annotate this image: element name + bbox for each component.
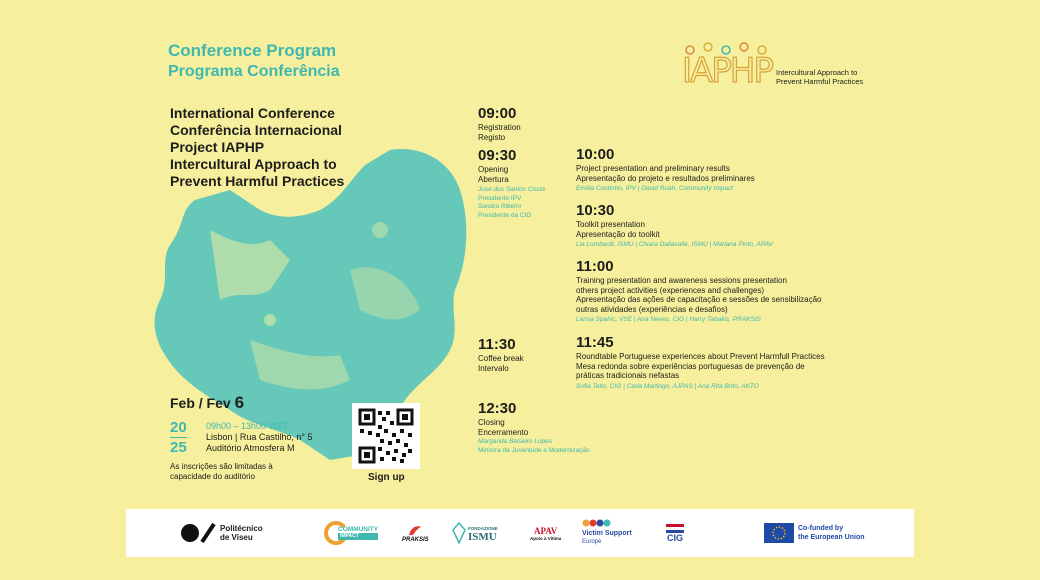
session-pt: Intervalo: [478, 363, 509, 373]
community-sub: IMPACT: [338, 533, 378, 540]
qr-code-icon: [352, 403, 420, 469]
apav-sub: Apoio à Vítima: [530, 535, 562, 541]
time-label: 10:30: [576, 202, 615, 219]
signup-link[interactable]: Sign up: [368, 472, 405, 483]
session-pt: práticas tradicionais nefastas: [576, 371, 680, 380]
registration-note: [170, 462, 273, 482]
date-day: 6: [234, 393, 245, 412]
conference-line-5: Prevent Harmful Practices: [170, 173, 345, 189]
eu-line-1: Co-funded by: [798, 525, 844, 532]
cig-text: CIG: [666, 532, 683, 543]
ismu-emblem-icon: [452, 522, 466, 544]
schedule-1100: [576, 258, 822, 325]
time-label: 11:30: [478, 336, 516, 353]
session-pt: Apresentação do toolkit: [576, 229, 660, 239]
session-en: others project activities (experiences and challenges): [576, 285, 765, 295]
schedule-1000: [576, 146, 755, 194]
praksis-text: PRAKSIS: [402, 537, 429, 543]
ismu-text: ISMU: [468, 531, 497, 543]
iaphp-logo: [680, 42, 880, 90]
partner-logos-bar: [126, 509, 914, 557]
community-text: COMMUNITY: [338, 526, 379, 533]
eu-line-2: the European Union: [798, 534, 865, 541]
schedule-1030: [576, 202, 773, 250]
iaphp-letters: IAPHP: [682, 51, 772, 91]
year-bottom: 25: [170, 439, 187, 456]
conference-title-block: [170, 105, 344, 190]
title-portuguese: Programa Conferência: [168, 63, 340, 80]
signup-qr-code[interactable]: [352, 403, 420, 469]
session-en: Registration: [478, 123, 521, 132]
session-en: Training presentation and awareness sessions presentation: [576, 276, 787, 285]
time-label: 11:00: [576, 258, 614, 275]
conference-line-2: Conferência Internacional: [170, 122, 342, 138]
schedule-1130: [478, 336, 524, 373]
praksis-logo: [402, 517, 429, 549]
speaker-name: José dos Santos Costa: [478, 186, 545, 193]
ismu-small-text: FONDAZIONE: [468, 526, 498, 531]
time-label: 09:00: [478, 105, 517, 122]
session-en: Closing: [478, 418, 505, 427]
community-impact-logo: [324, 517, 378, 549]
event-date: [170, 393, 244, 413]
vse-line-1: Victim Support: [582, 530, 632, 537]
speaker-names: Sofia Tello, CIG | Carla Martingo, AJPAS | Ana Rita Brito, AKTO: [576, 382, 759, 390]
session-pt: Mesa redonda sobre experiências portuguesas de prevenção de: [576, 361, 805, 371]
praksis-hand-icon: [407, 523, 423, 537]
eu-flag-icon: [764, 523, 794, 543]
apav-text: APAV: [534, 525, 558, 536]
session-en: Project presentation and preliminary results: [576, 164, 730, 173]
speaker-names: Emília Coutinho, IPV | David Ruah, Community Impact: [576, 185, 734, 192]
note-line-2: capacidade do auditório: [170, 472, 255, 481]
session-pt: Registo: [478, 132, 506, 142]
ipv-mark-icon: [180, 523, 216, 543]
speaker-role: Ministra da Juventude e Modernização: [478, 446, 590, 454]
event-hours: 09h00 – 13h00 WET: [206, 421, 289, 431]
time-label: 11:45: [576, 334, 614, 351]
schedule-1230: [478, 400, 590, 455]
ismu-logo: [452, 517, 498, 549]
speaker-role: Presidente IPV: [478, 194, 522, 202]
session-pt: Abertura: [478, 174, 509, 184]
speaker-role: Presidente da CIG: [478, 211, 532, 219]
conference-line-3: Project IAPHP: [170, 139, 265, 155]
speaker-name: Sandra Ribeiro: [478, 203, 522, 210]
session-en: Roundtable Portuguese experiences about Prevent Harmfull Practices: [576, 352, 825, 361]
session-pt: Apresentação das ações de capacitação e sessões de sensibilização: [576, 295, 822, 304]
cig-flag-icon: [666, 524, 684, 533]
time-label: 09:30: [478, 147, 517, 164]
note-line-1: As inscrições são limitadas à: [170, 462, 273, 471]
session-en: Toolkit presentation: [576, 220, 645, 229]
event-location: [206, 421, 313, 454]
year-top: 20: [170, 419, 187, 436]
title-english: Conference Program: [168, 41, 337, 60]
event-year: [170, 419, 187, 457]
speaker-names: Lia Lombardi, ISMU | Chiara Dallavalle, ISMU | Mariana Pinto, APAV: [576, 241, 774, 248]
conference-line-1: International Conference: [170, 105, 335, 121]
iaphp-tagline-1: Intercultural Approach to: [776, 68, 858, 77]
ipv-line-1: Politécnico: [220, 524, 263, 533]
session-en: Coffee break: [478, 354, 524, 363]
cig-logo: [666, 517, 684, 549]
session-pt: Encerramento: [478, 427, 529, 437]
event-address: Lisbon | Rua Castilho, n° 5: [206, 432, 313, 442]
victim-support-europe-logo: [582, 517, 632, 549]
ipv-line-2: de Viseu: [220, 533, 253, 542]
time-label: 12:30: [478, 400, 517, 417]
speaker-name: Margarida Balseiro Lopes: [478, 438, 553, 445]
speaker-names: Larisa Spahic, VSE | Ana Neves, CIG | Harry Tabakis, PRAKSIS: [576, 316, 761, 323]
vse-circles-icon: [582, 519, 612, 527]
time-label: 10:00: [576, 146, 615, 163]
conference-line-4: Intercultural Approach to: [170, 156, 337, 172]
apav-logo: [530, 517, 561, 549]
schedule-0900: [478, 105, 521, 142]
schedule-0930: [478, 147, 545, 220]
ipv-logo: [180, 517, 263, 549]
date-month: Feb / Fev: [170, 395, 231, 411]
vse-line-2: Europe: [582, 539, 602, 545]
session-pt: outras atividades (experiências e desafios): [576, 304, 728, 314]
session-en: Opening: [478, 165, 509, 174]
iaphp-tagline: [776, 68, 863, 86]
event-venue: Auditório Atmosfera M: [206, 443, 295, 453]
session-pt: Apresentação do projeto e resultados preliminares: [576, 173, 755, 183]
eu-cofunded-logo: [764, 517, 865, 549]
iaphp-tagline-2: Prevent Harmful Practices: [776, 77, 864, 86]
schedule-1145: [576, 334, 825, 391]
